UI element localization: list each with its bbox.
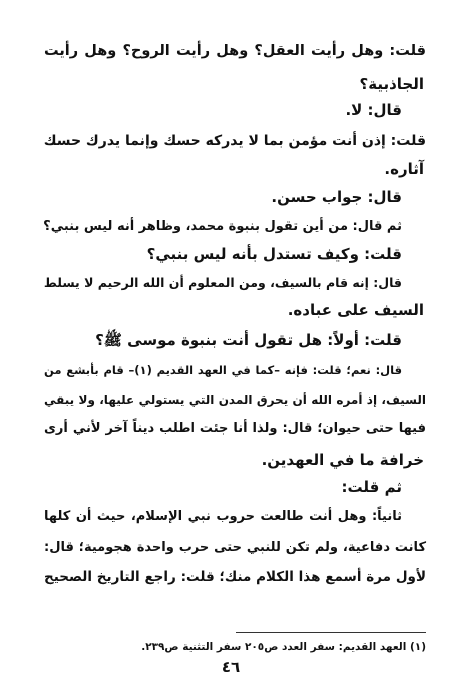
text-line-14: فيها حتى حيوان؛ قال: ولذا أنا جئت اطلب ديناً آخر لأني أرى: [44, 421, 426, 436]
text-line-4: قلت: إذن أنت مؤمن بما لا يدركه حسك وإنما يدرك حسك: [43, 133, 426, 149]
text-line-3: قال: لا.: [345, 101, 402, 119]
text-line-19: لأول مرة أسمع هذا الكلام منك؛ قلت: راجع التاريخ الصحيح: [44, 569, 426, 585]
text-line-18: كانت دفاعية، ولم تكن للنبي حتى حرب واحدة هجومية؛ قال:: [44, 540, 426, 555]
text-line-17: ثانياً: وهل أنت طالعت حروب نبي الإسلام، حيث أن كلها: [44, 509, 402, 524]
text-line-15: خرافة ما في العهدين.: [261, 451, 424, 469]
footnote: (١) العهد القديم: سفر العدد ص٢٠٥ سفر التثنية ص٢٣٩.: [141, 641, 426, 653]
footnote-separator: [236, 632, 426, 633]
text-line-8: قلت: وكيف تستدل بأنه ليس بنبي؟: [146, 245, 402, 263]
page-number: ٤٦: [221, 658, 241, 676]
text-line-2: الجاذبية؟: [359, 75, 424, 93]
text-line-16: ثم قلت:: [341, 478, 402, 496]
text-line-7: ثم قال: من أين تقول بنبوة محمد، وظاهر أنه ليس بنبي؟: [43, 219, 402, 234]
text-line-9: قال: إنه قام بالسيف، ومن المعلوم أن الله الرحيم لا يسلط: [43, 275, 402, 290]
text-line-5: آثاره.: [384, 160, 424, 178]
text-line-10: السيف على عباده.: [287, 301, 424, 319]
text-line-1: قلت: وهل رأيت العقل؟ وهل رأيت الروح؟ وهل رأيت: [44, 43, 426, 59]
text-line-11: قلت: أولاً: هل تقول أنت بنبوة موسى ﷺ؟: [95, 331, 402, 349]
text-line-13: السيف، إذ أمره الله أن يحرق المدن التي يستولي عليها، ولا يبقي: [44, 393, 426, 407]
text-line-6: قال: جواب حسن.: [271, 188, 402, 206]
text-line-12: قال: نعم؛ قلت: فإنه –كما في العهد القديم (١)– قام بأبشع من: [44, 363, 403, 377]
